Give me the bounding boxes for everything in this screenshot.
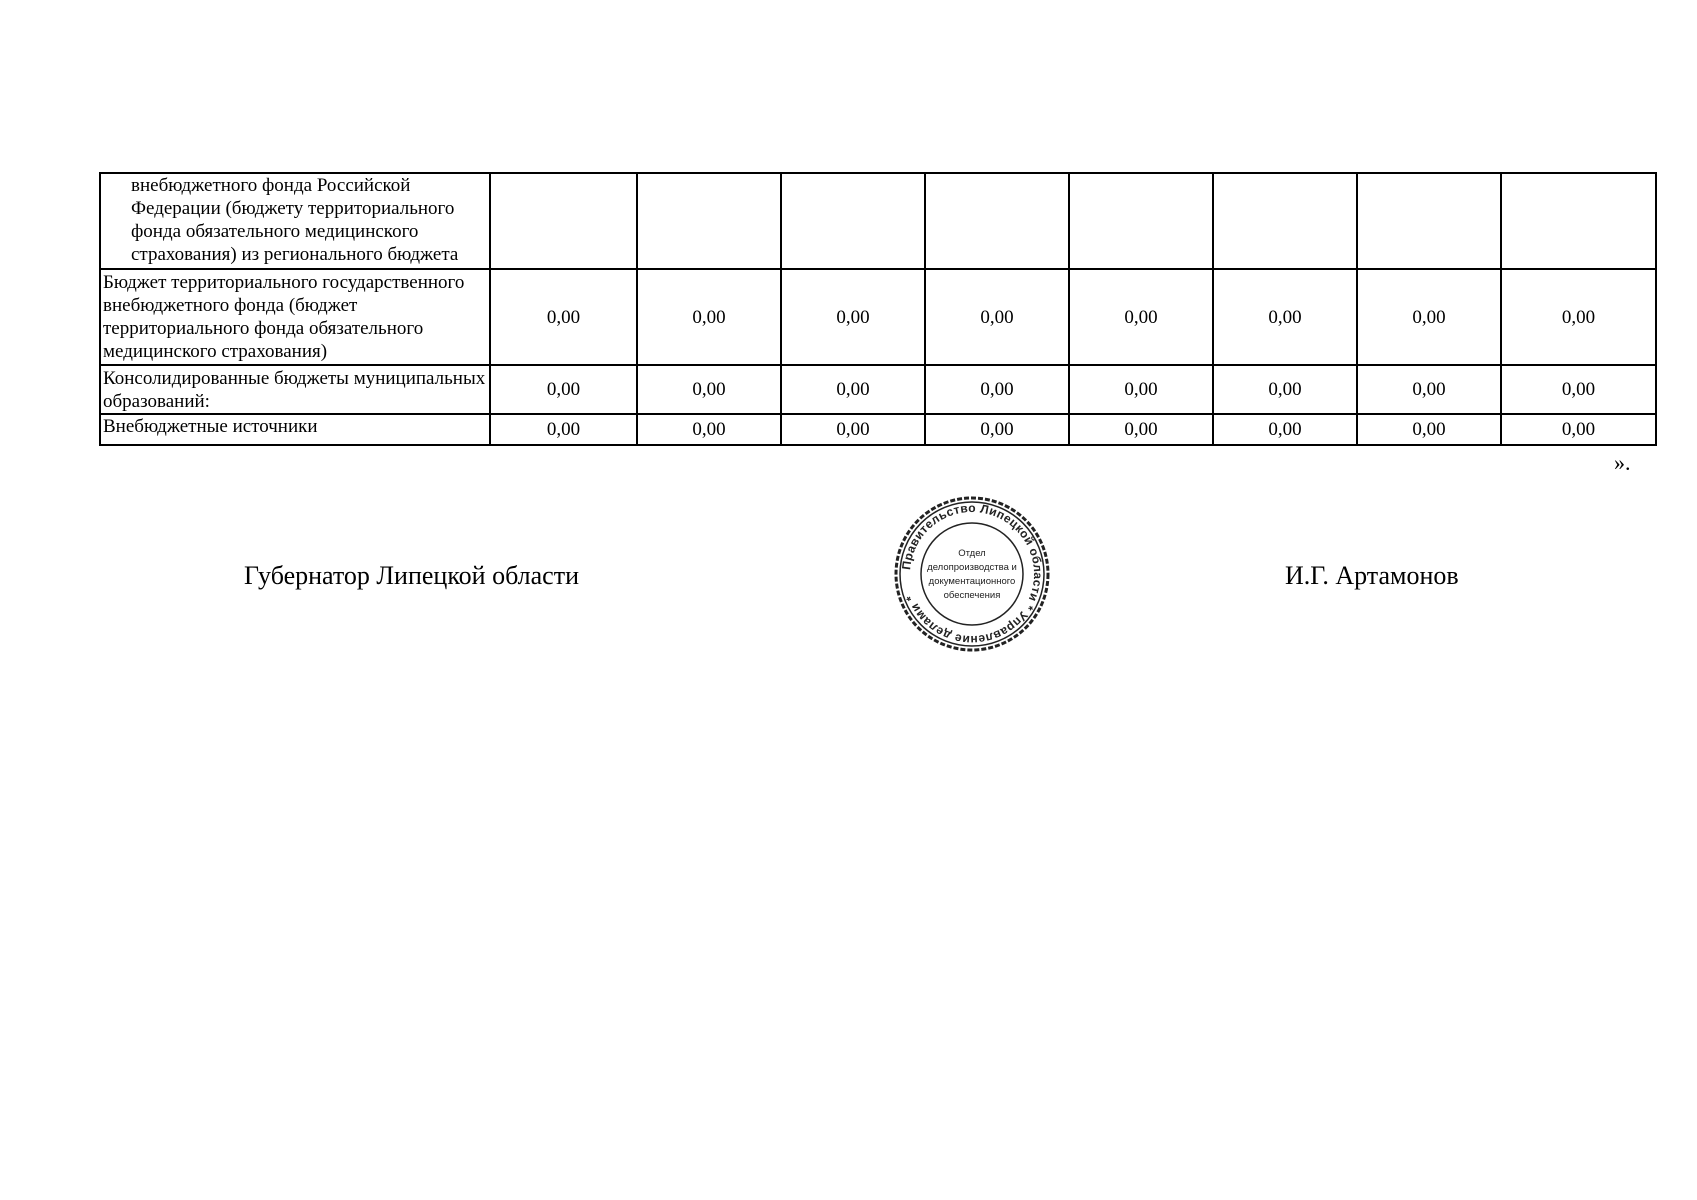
- official-stamp: [892, 494, 1052, 654]
- table-cell: 0,00: [1501, 365, 1656, 414]
- table-cell: [1213, 173, 1357, 269]
- row-label: Внебюджетные источники: [100, 414, 490, 445]
- table-cell: [781, 173, 925, 269]
- table-cell: [1069, 173, 1213, 269]
- closing-quote: ».: [1614, 450, 1631, 475]
- row-label: внебюджетного фонда Российской Федерации (бюджету территориального фонда обязательного медицинского страхования) из регионального бюджета: [100, 173, 490, 269]
- table-cell: 0,00: [925, 269, 1069, 365]
- row-label: Бюджет территориального государственного внебюджетного фонда (бюджет территориального фонда обязательного медицинского страхования): [100, 269, 490, 365]
- table-cell: 0,00: [1357, 365, 1501, 414]
- table-cell: 0,00: [490, 414, 637, 445]
- table-row: [100, 365, 1656, 414]
- table-cell: 0,00: [1357, 414, 1501, 445]
- stamp-inner-line: делопроизводства и: [927, 562, 1017, 573]
- table-cell: 0,00: [1213, 269, 1357, 365]
- table-cell: 0,00: [781, 365, 925, 414]
- table-cell: [490, 173, 637, 269]
- table-cell: 0,00: [1501, 269, 1656, 365]
- table-cell: 0,00: [1213, 365, 1357, 414]
- table-cell: [637, 173, 781, 269]
- table-cell: [1357, 173, 1501, 269]
- table-cell: 0,00: [637, 269, 781, 365]
- stamp-inner-line: Отдел: [958, 548, 986, 559]
- table-cell: [925, 173, 1069, 269]
- table-cell: 0,00: [1501, 414, 1656, 445]
- table-cell: 0,00: [1069, 365, 1213, 414]
- table-cell: 0,00: [1357, 269, 1501, 365]
- table-cell: 0,00: [781, 269, 925, 365]
- table-cell: 0,00: [637, 414, 781, 445]
- stamp-outer-text: Правительство Липецкой области * Управление делами *: [899, 500, 1046, 648]
- table-cell: 0,00: [1213, 414, 1357, 445]
- stamp-inner-line: документационного: [928, 576, 1016, 587]
- row-label: Консолидированные бюджеты муниципальных образований:: [100, 365, 490, 414]
- table-cell: 0,00: [925, 414, 1069, 445]
- signatory-name: И.Г. Артамонов: [1285, 561, 1459, 590]
- signatory-position: Губернатор Липецкой области: [244, 561, 579, 590]
- table-row: [100, 173, 1656, 269]
- table-cell: 0,00: [1069, 414, 1213, 445]
- stamp-inner-line: обеспечения: [943, 590, 1001, 601]
- table-cell: 0,00: [637, 365, 781, 414]
- table-cell: 0,00: [490, 365, 637, 414]
- table-cell: 0,00: [925, 365, 1069, 414]
- table-cell: 0,00: [490, 269, 637, 365]
- table-row: [100, 269, 1656, 365]
- table-row: [100, 414, 1656, 445]
- table-cell: 0,00: [1069, 269, 1213, 365]
- budget-table: [99, 172, 1657, 446]
- table-cell: 0,00: [781, 414, 925, 445]
- table-cell: [1501, 173, 1656, 269]
